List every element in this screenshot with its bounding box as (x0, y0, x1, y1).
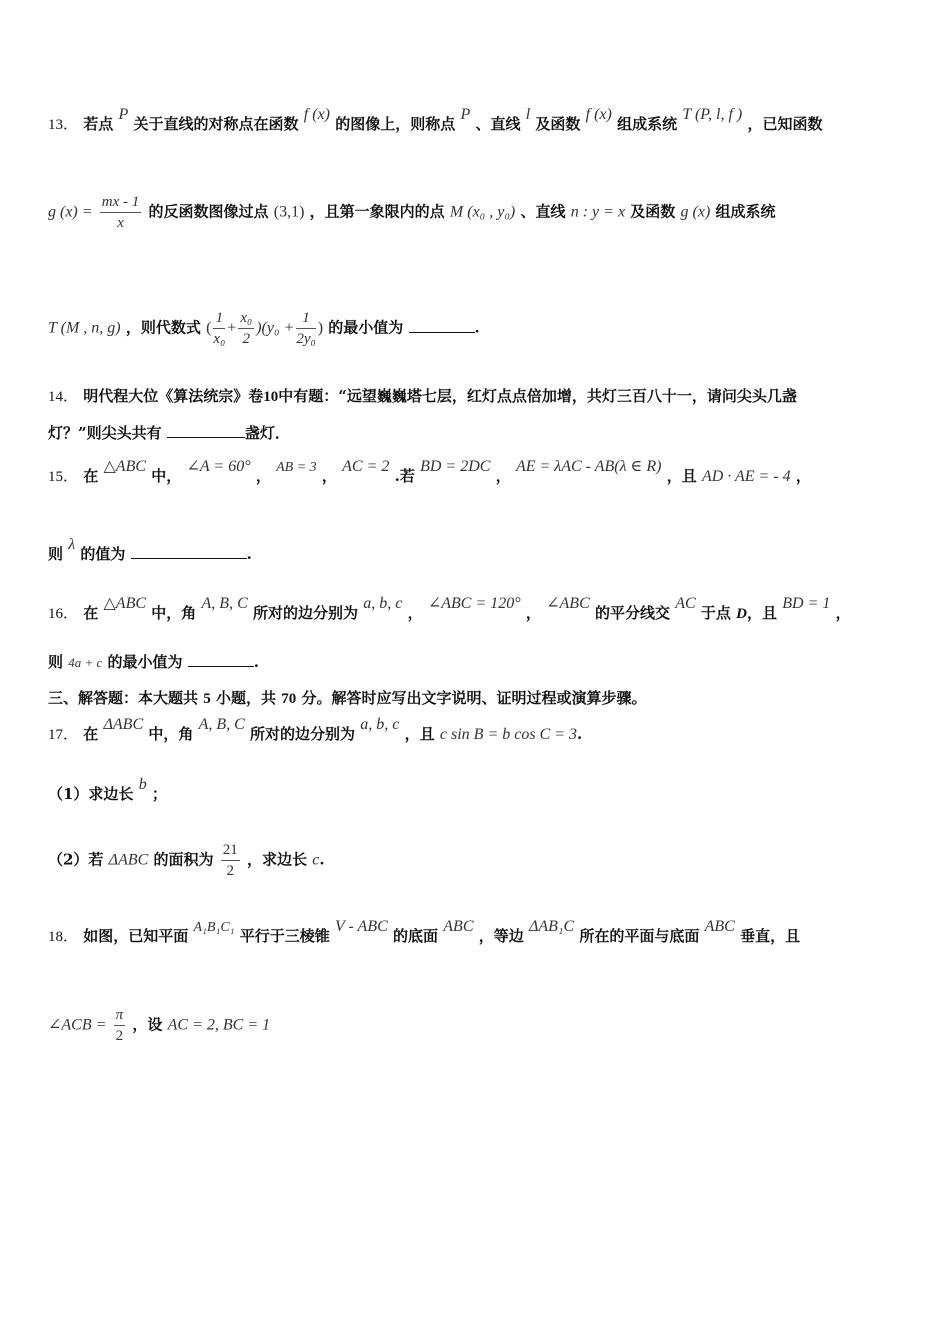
q16-line1 (48, 595, 910, 624)
text: 的图像上，则称点 (335, 115, 456, 133)
text: 的最小值为 (107, 653, 183, 671)
math: n : y = x (570, 203, 626, 221)
text: 的值为 (80, 545, 126, 563)
math: AC = 2 (342, 458, 390, 475)
q18-line1 (48, 918, 910, 948)
math: T (P, l, f ) (682, 106, 743, 123)
numerator: 21 (221, 840, 240, 861)
answer-blank[interactable] (131, 544, 247, 559)
text: ，且 (666, 467, 697, 485)
math: T (M , n, g) (48, 319, 121, 337)
text: （1）求边长 (48, 785, 134, 803)
text: 、直线 (475, 115, 521, 133)
numerator: π (114, 1005, 126, 1026)
text: 及函数 (535, 115, 581, 133)
answer-blank[interactable] (409, 318, 475, 333)
math: (3,1) (273, 203, 305, 221)
text: 三、解答题：本大题共 (48, 689, 199, 707)
math: c (312, 851, 320, 869)
text: . (319, 850, 325, 869)
q16-number: 16． (48, 606, 79, 622)
text: 70 (281, 691, 297, 707)
text: ， (321, 467, 337, 485)
math: c sin B = b cos C = 3 (439, 726, 578, 743)
text: ，已知函数 (747, 115, 823, 133)
text: 于点 (700, 604, 731, 622)
math: ∠ABC = 120° (427, 595, 521, 612)
text: ，设 (132, 1015, 163, 1034)
math: A, B, C (201, 595, 248, 612)
fraction (100, 192, 142, 233)
text: ； (151, 785, 167, 803)
text: . (253, 653, 260, 671)
q14-line2 (48, 423, 910, 443)
text: 的最小值为 (328, 318, 404, 337)
text: 组成系统 (617, 115, 678, 133)
math: AC (675, 595, 696, 612)
text: 所对的边分别为 (252, 604, 358, 622)
q14-line1 (48, 386, 910, 407)
q16-line2 (48, 652, 910, 673)
math: △ABC (103, 458, 147, 475)
text: ， (835, 604, 851, 622)
text: 10 (263, 389, 279, 405)
text: 所对的边分别为 (250, 725, 356, 743)
math: P (118, 106, 129, 123)
fraction (238, 308, 254, 349)
fraction (114, 1005, 126, 1046)
math: ∠ABC (546, 595, 590, 612)
math: ABC (443, 918, 474, 935)
math: AE = λAC - AB(λ ∈ R) (515, 458, 662, 475)
text: 及函数 (630, 202, 676, 221)
denominator: 2 (115, 1028, 124, 1044)
text: 的底面 (393, 927, 439, 945)
text: 组成系统 (715, 202, 776, 221)
text: ，等边 (478, 927, 524, 945)
math: A, B, C (198, 716, 245, 733)
math: BD = 1 (782, 595, 831, 612)
numerator: 1 (213, 308, 225, 329)
text: 如图，已知平面 (83, 927, 189, 945)
q14-number: 14． (48, 389, 79, 405)
numerator: x₀ (238, 308, 254, 329)
q13-number: 13． (48, 117, 79, 133)
q13-line1 (48, 106, 910, 135)
text: 中， (151, 467, 182, 485)
text: ， (495, 467, 511, 485)
math: ABC (704, 918, 735, 935)
denominator: 2y₀ (296, 331, 316, 347)
text: ，且 (747, 604, 778, 622)
denominator: 2 (242, 331, 250, 347)
math: P (460, 106, 471, 123)
math: ΔAB₁C (528, 918, 575, 935)
math: f (x) (585, 106, 612, 123)
text: 小题，共 (215, 689, 276, 707)
text: 分。解答时应写出文字说明、证明过程或演算步骤。 (301, 689, 647, 707)
text: 平行于三棱锥 (239, 927, 330, 945)
q17-part2 (48, 840, 910, 881)
text: 若点 (83, 115, 114, 133)
text: ，且第一象限内的点 (309, 202, 445, 221)
math: V - ABC (335, 918, 388, 935)
text: ，求边长 (247, 850, 308, 869)
section-heading (48, 688, 910, 709)
math: a, b, c (360, 716, 400, 733)
text: 、直线 (520, 202, 566, 221)
q17-part1 (48, 776, 910, 805)
text: 关于直线的对称点在函数 (133, 115, 299, 133)
text: 中有题：“远望巍巍塔七层，红灯点点倍加增，共灯三百八十一，请问尖头几盏 (278, 387, 797, 405)
math: λ (68, 536, 76, 553)
q13-line3: T (M , n, g) ，则代数式 ( $\frac{1}{\text{x₀}}$ + $\frac{\text{x₀}}{2}$ )(y₀ + $\frac{1}{\text{2y₀}}$ ) 的最小值为 . (48, 310, 480, 347)
math: 4a + c (68, 655, 103, 670)
math: BD = 2DC (420, 458, 491, 475)
fraction (213, 308, 225, 349)
text: 在 (83, 467, 99, 485)
text: ， (255, 467, 271, 485)
text: 所在的平面与底面 (579, 927, 700, 945)
text: .若 (394, 467, 415, 485)
text: 的面积为 (153, 850, 214, 869)
denominator: x₀ (213, 331, 226, 347)
text: . (474, 318, 480, 337)
text: ，且 (404, 725, 435, 743)
fraction (221, 840, 240, 881)
text: 的平分线交 (594, 604, 670, 622)
q15-line2 (48, 536, 910, 565)
numerator: 1 (296, 308, 315, 329)
text: . (246, 545, 252, 563)
math: AD · AE = - 4 (701, 468, 791, 485)
text: 在 (83, 725, 99, 743)
text: ， (407, 604, 423, 622)
math: g (x) = (48, 203, 93, 221)
q17-line1 (48, 716, 910, 745)
math: △ABC (103, 595, 147, 612)
math: ∠ACB = (48, 1016, 107, 1034)
text: ，则代数式 (125, 318, 201, 337)
text: 在 (83, 604, 99, 622)
text: 明代程大位《算法统宗》卷 (83, 387, 264, 405)
text: 则 (48, 653, 64, 671)
q17-number: 17． (48, 727, 79, 743)
text: 中，角 (151, 604, 197, 622)
math: ΔABC (108, 851, 149, 869)
text: ， (525, 604, 541, 622)
math: a, b, c (363, 595, 403, 612)
math: g (x) (680, 203, 711, 221)
answer-blank[interactable] (188, 652, 254, 667)
math: l (525, 106, 531, 123)
text: . (577, 725, 583, 743)
text: 盏灯． (244, 424, 290, 442)
math: A₁B₁C₁ (193, 920, 235, 935)
text: （2）若 (48, 850, 104, 869)
q13-line2 (48, 192, 910, 233)
math: ΔABC (103, 716, 144, 733)
numerator: mx - 1 (100, 192, 142, 213)
text: 中，角 (148, 725, 194, 743)
text: D (736, 606, 748, 622)
text: ， (795, 467, 811, 485)
math: M (x₀ , y₀) (449, 203, 516, 221)
math: AB = 3 (276, 460, 317, 475)
q15-number: 15． (48, 469, 79, 485)
denominator: 2 (226, 863, 235, 879)
text: 的反函数图像过点 (148, 202, 269, 221)
fraction (296, 308, 315, 349)
math: ∠A = 60° (186, 458, 251, 475)
denominator: x (117, 215, 124, 231)
math: AC = 2, BC = 1 (167, 1016, 271, 1034)
answer-blank[interactable] (167, 423, 245, 438)
text: 则 (48, 545, 64, 563)
q18-number: 18． (48, 929, 79, 945)
math: b (138, 776, 147, 793)
text: 灯？”则尖头共有 (48, 424, 162, 442)
text: 垂直，且 (740, 927, 801, 945)
q15-line1 (48, 458, 910, 488)
math: f (x) (303, 106, 330, 123)
q18-line2 (48, 1005, 910, 1046)
text: 5 (203, 691, 211, 707)
math: )(y₀ + (256, 319, 295, 337)
